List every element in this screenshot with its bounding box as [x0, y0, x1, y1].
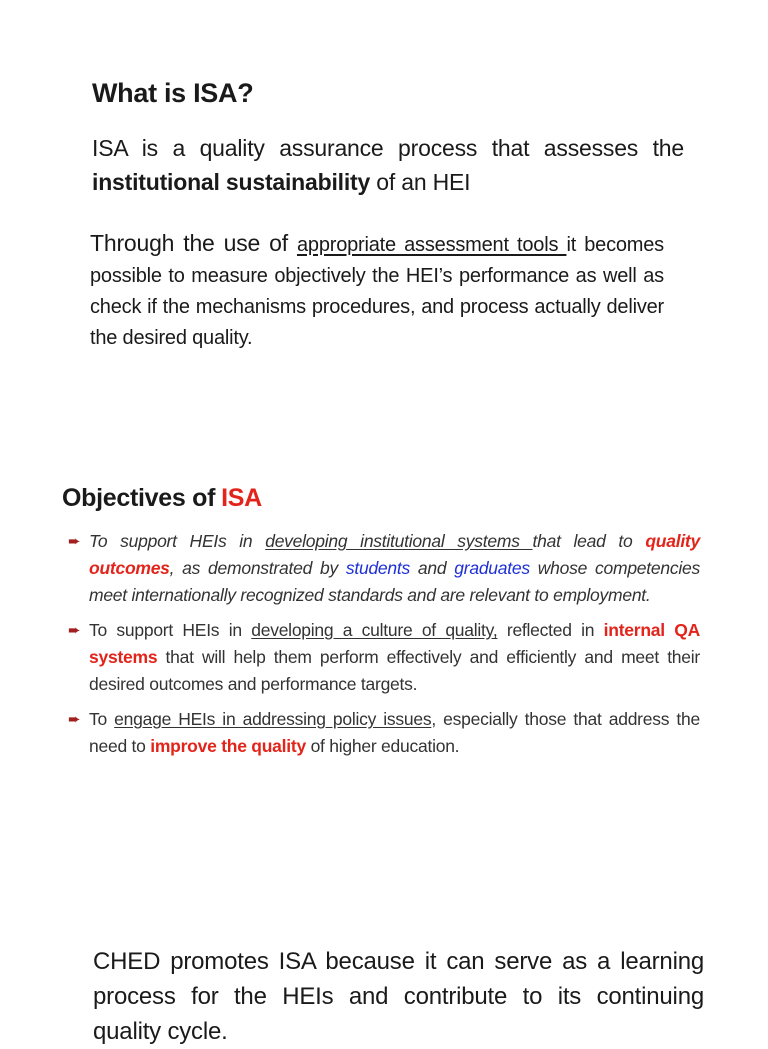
- obj3-text-1: To: [89, 709, 115, 729]
- arrow-bullet-icon: ➨: [68, 711, 81, 728]
- obj2-red-highlight: internal QA systems: [89, 620, 700, 667]
- arrow-bullet-icon: ➨: [68, 622, 81, 639]
- intro-text-2: of an HEI: [370, 169, 471, 195]
- obj1-text-2: that lead to: [532, 531, 646, 551]
- obj3-text-3: of higher education.: [305, 736, 460, 756]
- obj1-text-1: To support HEIs in: [89, 531, 266, 551]
- page-title: What is ISA?: [92, 78, 254, 108]
- obj2-text-3: that will help them perform effectively and efficiently and meet their desired outcomes and performance targets.: [89, 647, 700, 694]
- objective-item-1: [68, 528, 700, 609]
- obj3-underline: engage HEIs in addressing policy issues: [114, 709, 432, 729]
- objective-item-3: [68, 706, 700, 760]
- objectives-heading: [62, 484, 262, 513]
- ched-paragraph: CHED promotes ISA because it can serve as a learning process for the HEIs and contribute to its continuing quality cycle.: [93, 948, 704, 1045]
- obj1-blue-students: students: [345, 558, 411, 578]
- obj1-text-3: , as demonstrated by: [169, 558, 346, 578]
- obj1-text-5: whose competencies meet internationally recognized standards and are relevant to employment.: [89, 558, 700, 605]
- obj2-underline: developing a culture of quality,: [251, 620, 498, 640]
- obj1-text-4: and: [410, 558, 455, 578]
- arrow-bullet-icon: ➨: [68, 533, 81, 550]
- objective-item-2: [68, 617, 700, 698]
- through-rest-text: it becomes possible to measure objectively the HEI’s performance as well as check if the mechanisms procedures, and process actually deliver the desired quality.: [90, 234, 664, 349]
- obj2-text-2: reflected in: [497, 620, 604, 640]
- intro-paragraph: [92, 131, 684, 199]
- obj1-blue-graduates: graduates: [454, 558, 530, 578]
- obj2-text-1: To support HEIs in: [89, 620, 252, 640]
- assessment-tools-paragraph: [90, 228, 664, 354]
- through-lead-text: Through the use of: [90, 230, 297, 256]
- obj1-red-highlight: quality outcomes: [89, 531, 700, 578]
- objectives-list: [68, 528, 700, 768]
- obj3-text-2: , especially those that address the need to: [89, 709, 700, 756]
- objectives-heading-text: Objectives of: [62, 484, 216, 512]
- assessment-tools-underline: appropriate assessment tools: [296, 234, 567, 256]
- intro-text-1: ISA is a quality assurance process that assesses the: [92, 135, 684, 161]
- obj1-underline: developing institutional systems: [265, 531, 533, 551]
- intro-bold-term: institutional sustainability: [92, 169, 371, 195]
- objectives-heading-isa: ISA: [221, 484, 262, 512]
- obj3-red-highlight: improve the quality: [150, 736, 306, 756]
